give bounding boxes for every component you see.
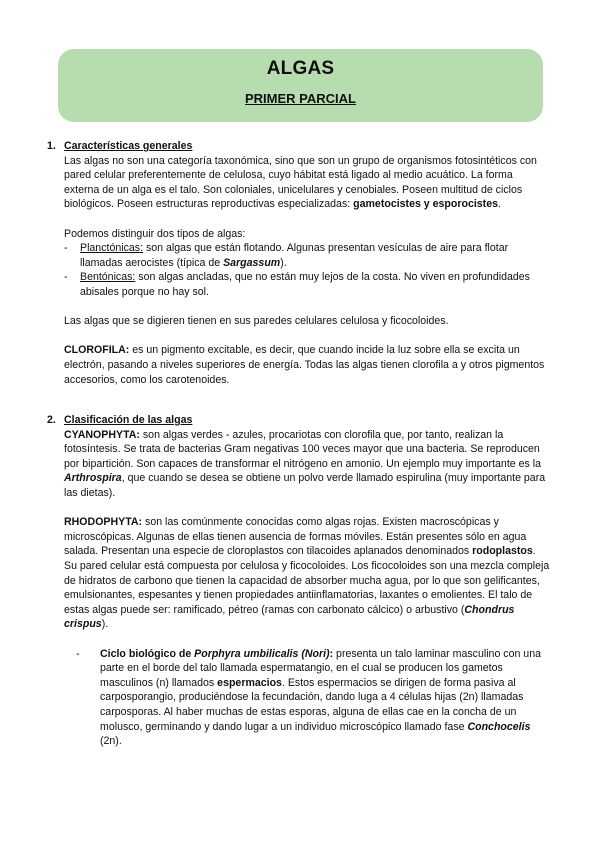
- term: Planctónicas:: [80, 242, 144, 255]
- section-2-heading: [47, 413, 550, 428]
- term: Bentónicas:: [80, 271, 136, 284]
- section-title: Características generales: [64, 140, 193, 152]
- title-banner: [58, 49, 543, 122]
- list-item: - Bentónicas: son algas ancladas, que no están muy lejos de la costa. No viven en profundidades abisales porque no hay sol.: [64, 271, 530, 298]
- section-1-heading: [47, 139, 550, 154]
- page-title: ALGAS: [266, 58, 335, 79]
- term: RHODOPHYTA:: [64, 516, 143, 529]
- section-number: 2.: [47, 414, 56, 427]
- document-body: [47, 139, 550, 749]
- paragraph: Las algas que se digieren tienen en sus paredes celulares celulosa y ficocoloides.: [64, 315, 449, 328]
- list-item: - Planctónicas: son algas que están flotando. Algunas presentan vesículas de aire para flotar llamadas aerocistes (típica de Sargassum).: [64, 242, 509, 269]
- page-subtitle: PRIMER PARCIAL: [245, 91, 356, 106]
- paragraph: CYANOPHYTA: son algas verdes - azules, procariotas con clorofila que, por tanto, realizan la fotosíntesis. Se trata de bacterias Gram negativas 100 veces mayor que una bacteria. Se reproducen por bipartición. Son capaces de transformar el nitrógeno en amonio. Un ejemplo muy importante es la Arthrospira, que cuando se desea se obtiene un polvo verde llamado espirulina (muy importante para las dietas).: [64, 428, 546, 500]
- term: CYANOPHYTA:: [64, 428, 140, 441]
- paragraph: CLOROFILA: es un pigmento excitable, es decir, que cuando incide la luz sobre ella se excita un electrón, pasando a niveles superiores de energía. Todas las algas tienen clorofila a y otros pigmentos accesorios, como los carotenoides.: [64, 344, 545, 386]
- paragraph: RHODOPHYTA: son las comúnmente conocidas como algas rojas. Existen macroscópicas y microscópicas. Algunas de ellas tienen ausencia de formas móviles. Están presentes sólo en agua salada. Presentan una especie de cloroplastos con tilacoides aplanados denominados rodoplastos. Su pared celular está compuesta por celulosa y ficocoloides. Los ficocoloides son una mezcla compleja de hidratos de carbono que tienen la capacidad de absorber mucha agua, por lo que son gelificantes, emulsionantes, espesantes y tienen propiedades antiinflamatorias, laxantes o emolientes. El talo de estas algas puede ser: ramificado, pétreo (ramas con carbonato cálcico) o arbustivo (Chondrus crispus).: [64, 516, 550, 631]
- paragraph: Las algas no son una categoría taxonómica, sino que son un grupo de organismos fotosintéticos con pared celular preferentemente de celulosa, cuyo hábitat está ligado al medio acuático. La forma externa de un alga es el talo. Son coloniales, unicelulares y cenobiales. Poseen multitud de ciclos biológicos. Poseen estructuras reproductivas especializadas: gametocistes y esporocistes.: [64, 154, 537, 211]
- section-title: Clasificación de las algas: [64, 414, 193, 427]
- list-item: - Ciclo biológico de Porphyra umbilicalis (Nori): presenta un talo laminar masculino con una parte en el borde del talo llamada espermatangio, en el cual se producen los gametos masculinos (n) llamados espermacios. Estos espermacios se dirigen de forma pasiva al carposporangio, produciéndose la fecundación, dando luga a 4 células hijas (2n) llamadas carposporas. Al haber muchas de estas esporas, alguna de ellas cae en la concha de un molusco, germinando y dando lugar a un individuo microscópico llamado fase Conchocelis (2n).: [76, 647, 541, 748]
- term: CLOROFILA:: [64, 344, 130, 357]
- paragraph: Podemos distinguir dos tipos de algas:: [64, 227, 246, 240]
- section-number: 1.: [47, 140, 56, 152]
